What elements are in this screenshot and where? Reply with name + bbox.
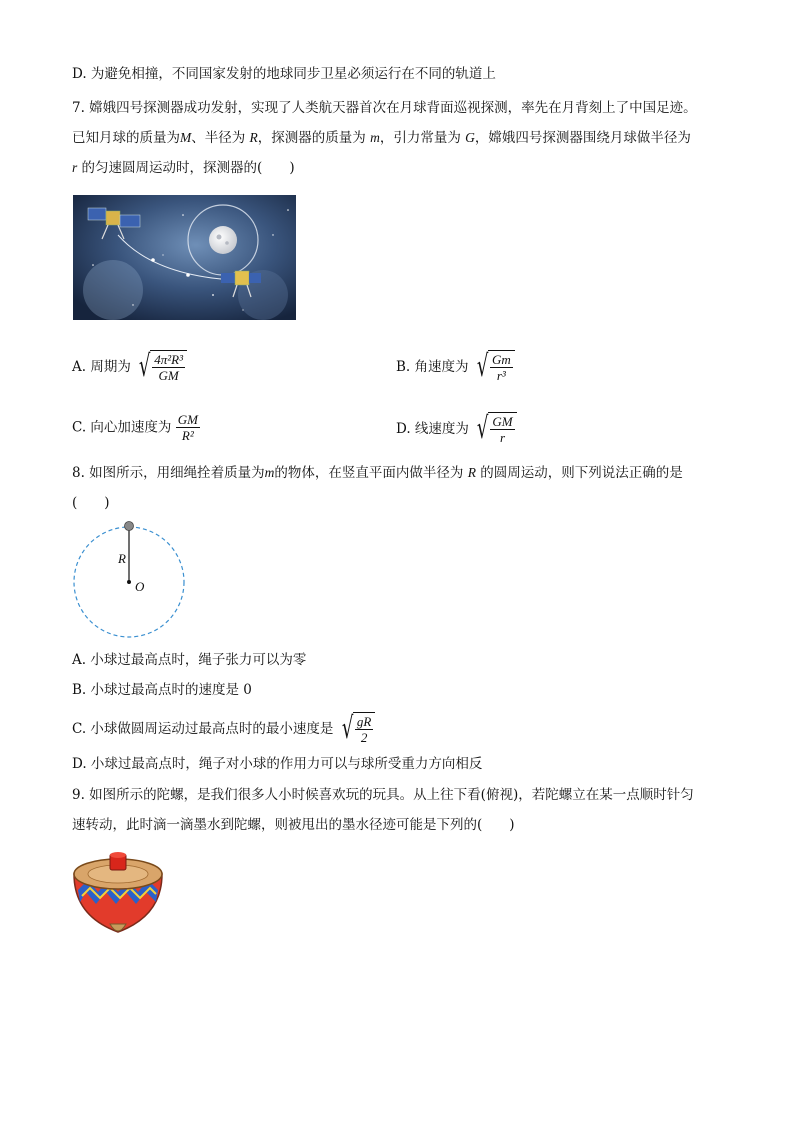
q8-option-c[interactable]: C. 小球做圆周运动过最高点时的最小速度是 √ $\frac{gR}{2}$ (72, 712, 375, 746)
q7-option-b[interactable]: B. 角速度为 √ $\frac{Gm}{\text{r³}}$ (396, 350, 515, 384)
change4-probe-image (73, 195, 296, 320)
q8-stem-line1: 8. 如图所示，用细绳拴着质量为m的物体，在竖直平面内做半径为 R 的圆周运动，则下列说法正确的是 (72, 465, 683, 481)
q8-option-a[interactable]: A. 小球过最高点时，绳子张力可以为零 (72, 652, 307, 668)
q7-option-a[interactable]: A. 周期为 √ $\frac{\text{4π²R³}}{GM}$ (72, 350, 187, 384)
circular-motion-diagram (72, 518, 188, 640)
q7-stem-line2: 已知月球的质量为M、半径为 R，探测器的质量为 m，引力常量为 G，嫦娥四号探测器围绕月球做半径为 (72, 130, 691, 146)
q8-stem-line2: ( ) (72, 495, 110, 511)
q7-stem-line1: 7. 嫦娥四号探测器成功发射，实现了人类航天器首次在月球背面巡视探测，率先在月背刻上了中国足迹。 (72, 100, 697, 116)
q9-stem-line2: 速转动，此时滴一滴墨水到陀螺，则被甩出的墨水径迹可能是下列的( ) (72, 817, 515, 833)
center-label: O (135, 579, 145, 594)
q7-stem-line3: r 的匀速圆周运动时，探测器的( ) (72, 160, 295, 176)
spinning-top-image (70, 846, 166, 938)
q7-option-d[interactable]: D. 线速度为 √ $\frac{GM}{r}$ (396, 412, 517, 446)
q8-option-b[interactable]: B. 小球过最高点时的速度是 0 (72, 682, 252, 698)
q7-option-c[interactable]: C. 向心加速度为 $\frac{GM}{\text{R²}}$ (72, 412, 198, 443)
q6-option-d: D. 为避免相撞，不同国家发射的地球同步卫星必须运行在不同的轨道上 (72, 66, 496, 82)
q8-option-d[interactable]: D. 小球过最高点时，绳子对小球的作用力可以与球所受重力方向相反 (72, 756, 483, 772)
radius-label: R (118, 551, 126, 566)
q9-stem-line1: 9. 如图所示的陀螺，是我们很多人小时候喜欢玩的玩具。从上往下看(俯视)，若陀螺立在某一点顺时针匀 (72, 787, 694, 803)
